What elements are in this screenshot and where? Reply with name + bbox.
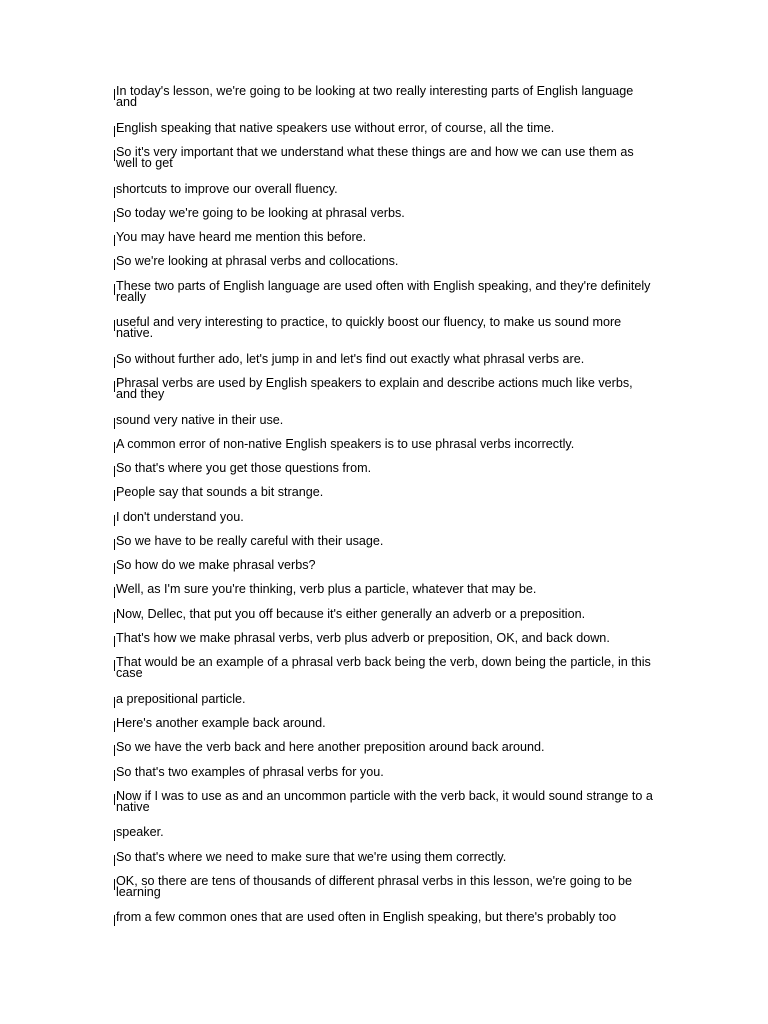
transcript-line: Now if I was to use as and an uncommon particle with the verb back, it would sound strange to a native xyxy=(116,789,653,814)
transcript-line: So that's where we need to make sure that we're using them correctly. xyxy=(116,850,507,864)
transcript-line: In today's lesson, we're going to be looking at two really interesting parts of English language and xyxy=(114,86,654,108)
transcript-line: from a few common ones that are used often in English speaking, but there's probably too xyxy=(116,910,617,924)
transcript-line: So today we're going to be looking at phrasal verbs. xyxy=(116,206,405,220)
transcript-line: useful and very interesting to practice, to quickly boost our fluency, to make us sound more native. xyxy=(114,317,654,339)
transcript-line: Phrasal verbs are used by English speakers to explain and describe actions much like verbs, and they xyxy=(114,378,654,400)
transcript-line: That would be an example of a phrasal verb back being the verb, down being the particle, in this case xyxy=(114,657,654,679)
transcript-line: Now, Dellec, that put you off because it's either generally an adverb or a preposition. xyxy=(116,607,586,621)
transcript-line: So it's very important that we understand what these things are and how we can use them as well to get xyxy=(114,147,654,169)
transcript-line: That's how we make phrasal verbs, verb plus adverb or preposition, OK, and back down. xyxy=(116,631,610,645)
transcript-line: I don't understand you. xyxy=(116,510,244,524)
transcript-line: People say that sounds a bit strange. xyxy=(116,485,324,499)
transcript-line: English speaking that native speakers use without error, of course, all the time. xyxy=(116,121,555,135)
transcript-line: So how do we make phrasal verbs? xyxy=(116,558,316,572)
transcript-line: Well, as I'm sure you're thinking, verb plus a particle, whatever that may be. xyxy=(116,582,537,596)
transcript-line: speaker. xyxy=(116,825,164,839)
transcript-line: A common error of non-native English speakers is to use phrasal verbs incorrectly. xyxy=(116,437,575,451)
transcript-line: So we're looking at phrasal verbs and collocations. xyxy=(116,254,399,268)
transcript-line: You may have heard me mention this before. xyxy=(116,230,367,244)
transcript-line: So that's two examples of phrasal verbs for you. xyxy=(116,765,384,779)
transcript-line: Here's another example back around. xyxy=(116,716,326,730)
transcript-line: OK, so there are tens of thousands of different phrasal verbs in this lesson, we're going to be learning xyxy=(114,876,654,898)
transcript-line: sound very native in their use. xyxy=(116,413,284,427)
transcript-line: So we have to be really careful with their usage. xyxy=(116,534,384,548)
transcript-line: a prepositional particle. xyxy=(116,692,246,706)
transcript-line: shortcuts to improve our overall fluency. xyxy=(116,182,338,196)
transcript-line: So we have the verb back and here another preposition around back around. xyxy=(116,740,545,754)
transcript-line: So that's where you get those questions from. xyxy=(116,461,372,475)
transcript-line: These two parts of English language are used often with English speaking, and they're definitely really xyxy=(114,281,654,303)
transcript-line: So without further ado, let's jump in and let's find out exactly what phrasal verbs are. xyxy=(116,352,585,366)
